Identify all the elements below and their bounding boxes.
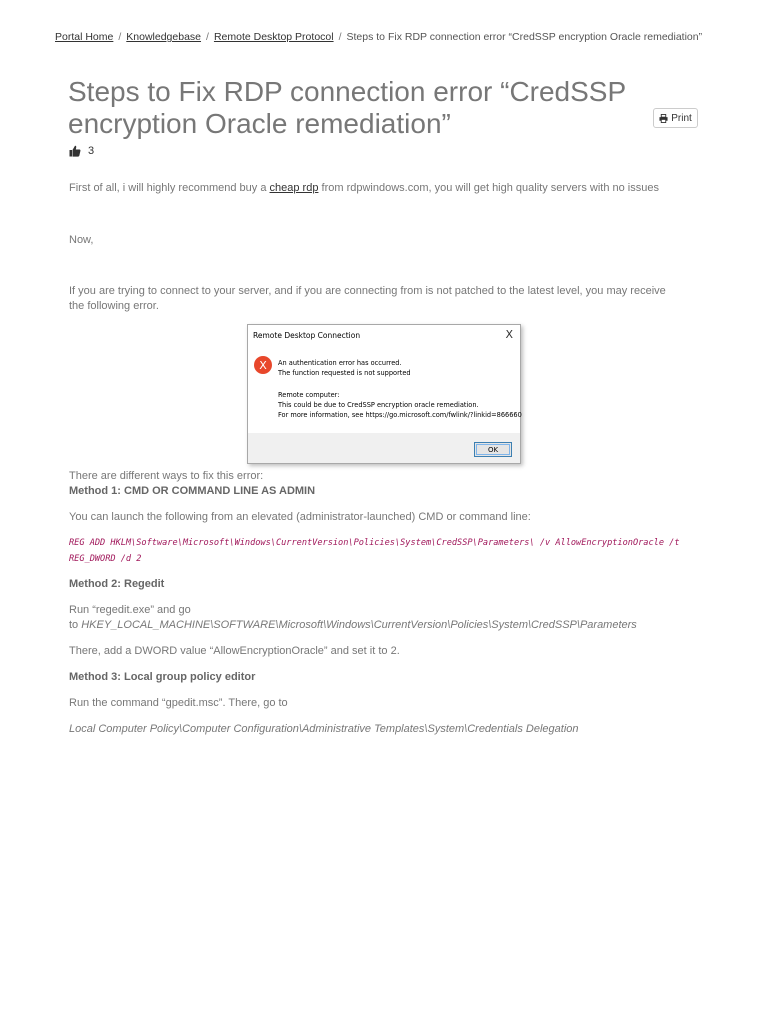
intro-paragraph bbox=[69, 181, 659, 196]
page-title-line1: Steps to Fix RDP connection error “CredSSP bbox=[68, 76, 627, 107]
breadcrumb bbox=[55, 31, 702, 43]
ways-text: There are different ways to fix this error: bbox=[69, 470, 264, 482]
page-title-line2: encryption Oracle remediation” bbox=[68, 108, 451, 139]
cheap-rdp-link[interactable]: cheap rdp bbox=[269, 182, 319, 194]
breadcrumb-separator: / bbox=[338, 31, 342, 43]
method3-heading: Method 3: Local group policy editor bbox=[69, 671, 256, 683]
now-paragraph: Now, bbox=[69, 234, 94, 246]
breadcrumb-knowledgebase[interactable]: Knowledgebase bbox=[126, 31, 202, 43]
method1-code-line1: REG ADD HKLM\Software\Microsoft\Windows\CurrentVersion\Policies\System\CredSSP\Parameters\ /v AllowEncryptionOracle /t bbox=[69, 538, 680, 548]
error-icon: X bbox=[254, 356, 272, 374]
breadcrumb-remote-desktop-protocol[interactable]: Remote Desktop Protocol bbox=[213, 31, 334, 43]
dialog-line2: The function requested is not supported bbox=[278, 369, 411, 377]
print-button[interactable] bbox=[653, 108, 698, 128]
dialog-line4: This could be due to CredSSP encryption oracle remediation. bbox=[278, 401, 479, 409]
breadcrumb-portal-home[interactable]: Portal Home bbox=[55, 31, 114, 43]
dialog-ok-button: OK bbox=[474, 442, 512, 457]
registry-path: HKEY_LOCAL_MACHINE\SOFTWARE\Microsoft\Windows\CurrentVersion\Policies\System\CredSSP\Parameters bbox=[81, 619, 637, 631]
print-icon bbox=[659, 114, 668, 123]
close-icon: X bbox=[505, 328, 513, 341]
thumbs-up-icon[interactable] bbox=[69, 145, 81, 157]
method1-code-line2: REG_DWORD /d 2 bbox=[69, 554, 142, 564]
error-dialog-screenshot bbox=[247, 324, 521, 464]
breadcrumb-separator: / bbox=[118, 31, 122, 43]
context-paragraph bbox=[69, 284, 666, 314]
vote-count: 3 bbox=[88, 145, 95, 157]
method1-heading: Method 1: CMD OR COMMAND LINE AS ADMIN bbox=[69, 485, 316, 497]
intro-text-after: from rdpwindows.com, you will get high quality servers with no issues bbox=[318, 182, 659, 194]
breadcrumb-current: Steps to Fix RDP connection error “CredSSP encryption Oracle remediation” bbox=[346, 31, 703, 43]
group-policy-path: Local Computer Policy\Computer Configuration\Administrative Templates\System\Credentials Delegation bbox=[69, 723, 579, 735]
context-line2: the following error. bbox=[69, 300, 159, 312]
dialog-line3: Remote computer: bbox=[278, 391, 340, 399]
dialog-line5: For more information, see https://go.microsoft.com/fwlink/?linkid=866660 bbox=[278, 411, 522, 419]
method3-text: Run the command “gpedit.msc”. There, go to bbox=[69, 697, 288, 709]
method2-heading: Method 2: Regedit bbox=[69, 578, 165, 590]
method1-text: You can launch the following from an elevated (administrator-launched) CMD or command line: bbox=[69, 511, 531, 523]
method2-text-to: to bbox=[69, 619, 82, 631]
method2-text-line3: There, add a DWORD value “AllowEncryptionOracle” and set it to 2. bbox=[69, 645, 400, 657]
context-line1: If you are trying to connect to your server, and if you are connecting from is not patched to the latest level, you may receive bbox=[69, 285, 666, 297]
breadcrumb-separator: / bbox=[206, 31, 209, 43]
print-label: Print bbox=[671, 112, 692, 124]
page-title bbox=[68, 76, 648, 140]
dialog-line1: An authentication error has occurred. bbox=[278, 359, 402, 367]
method2-text-line1: Run “regedit.exe” and go bbox=[69, 604, 191, 616]
intro-text-before: First of all, i will highly recommend buy a bbox=[69, 182, 270, 194]
vote-widget bbox=[69, 145, 94, 157]
ways-paragraph bbox=[69, 469, 315, 499]
dialog-title: Remote Desktop Connection bbox=[253, 331, 361, 340]
method2-paragraph bbox=[69, 603, 637, 633]
